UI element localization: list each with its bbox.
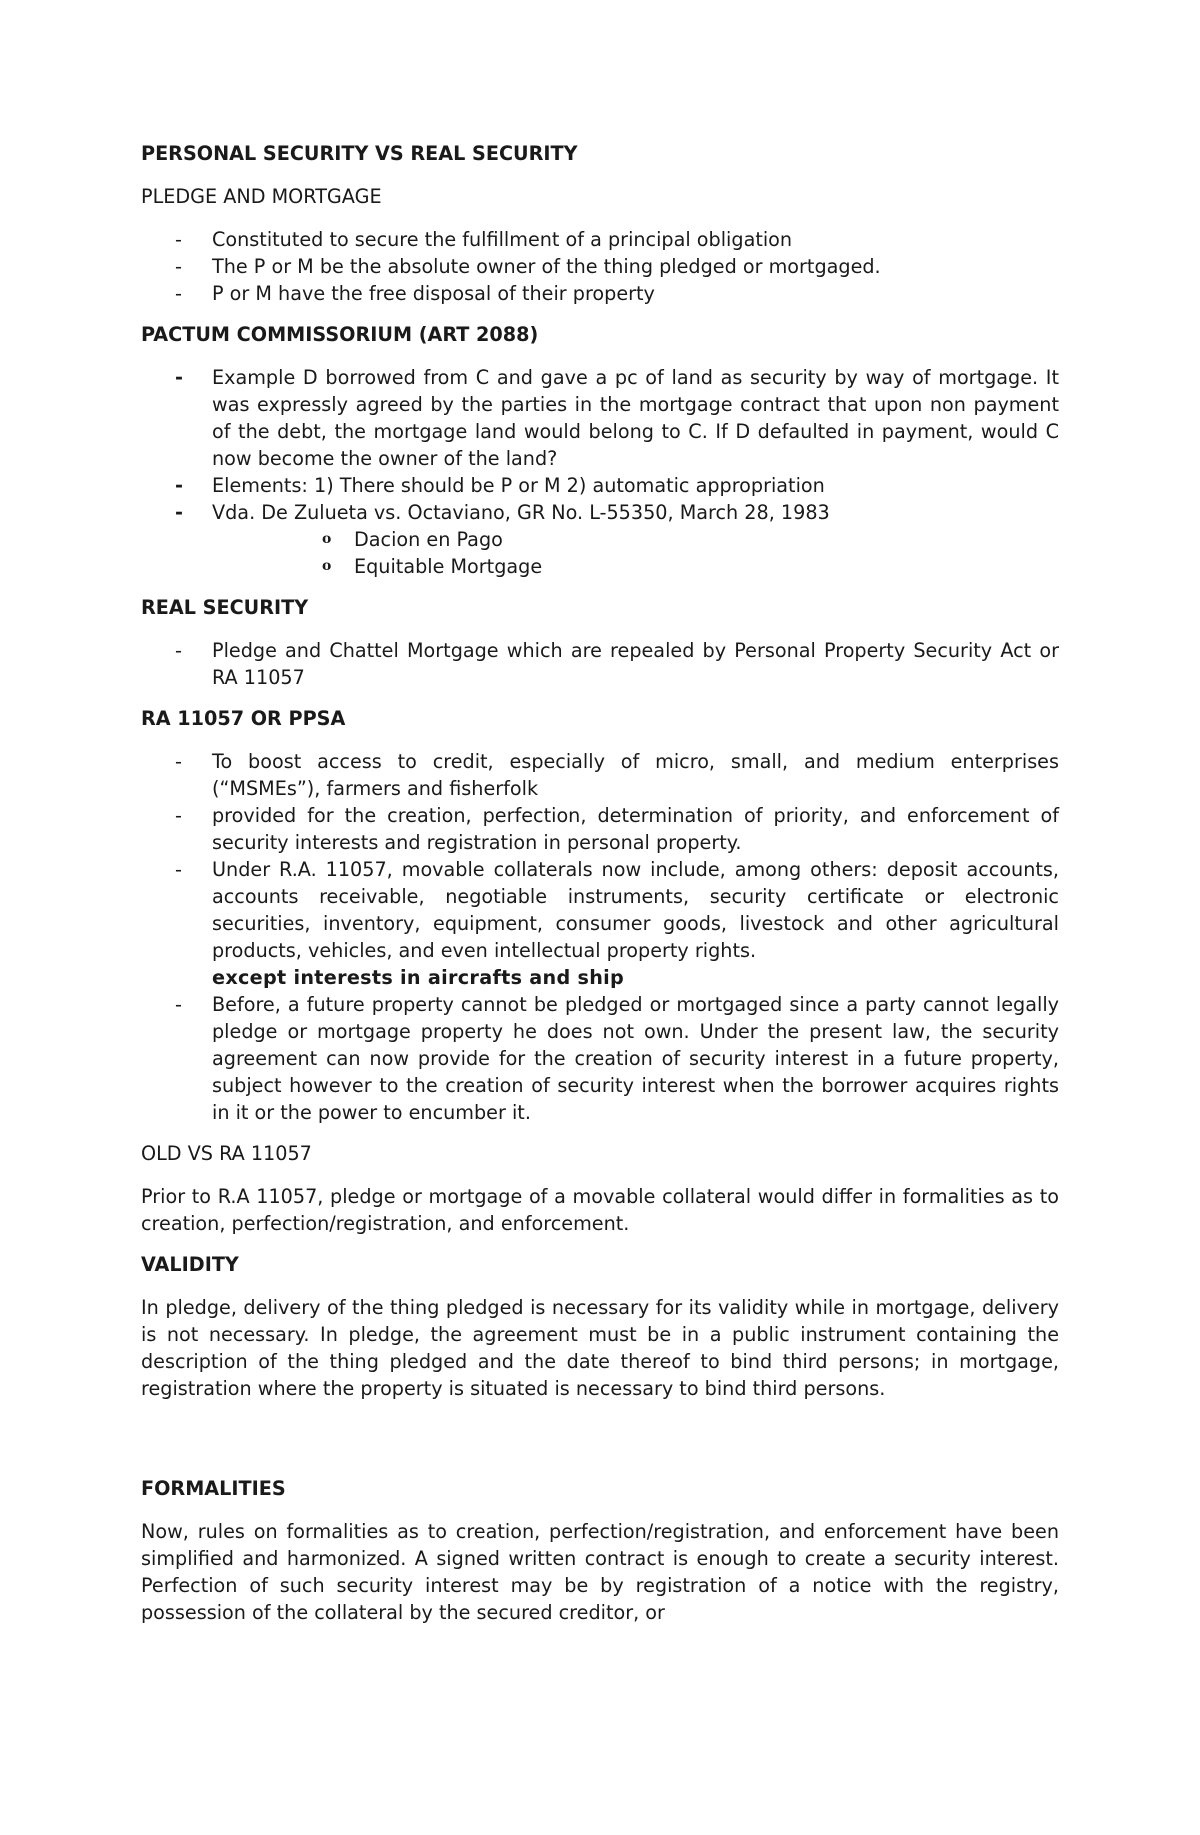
dash-bullet: -: [175, 228, 182, 251]
dash-bullet: -: [175, 501, 183, 524]
dash-bullet: -: [175, 255, 182, 278]
paragraph-formalities: Now, rules on formalities as to creation, perfection/registration, and enforcement have been simplified and harmonized. A signed written contract is enough to create a security interest. Perfection of such security interest may be by registration of a notice with the registry, possession of the collateral by the secured creditor, or: [141, 1520, 1059, 1624]
section-title-validity: VALIDITY: [141, 1253, 239, 1276]
section-title-pactum-commissorium: PACTUM COMMISSORIUM (ART 2088): [141, 323, 539, 346]
list-item: - Constituted to secure the fulfillment of a principal obligation: [175, 228, 793, 251]
dash-bullet: -: [175, 366, 183, 389]
case-sublist: [212, 526, 1059, 580]
section-title-pledge-and-mortgage: PLEDGE AND MORTGAGE: [141, 185, 382, 208]
circle-bullet: o: [322, 558, 332, 574]
section-title-real-security: REAL SECURITY: [141, 596, 309, 619]
list-item: - Pledge and Chattel Mortgage which are repealed by Personal Property Security Act or RA 11057: [175, 639, 1059, 689]
list-item: - P or M have the free disposal of their property: [175, 282, 655, 305]
list-item: - Under R.A. 11057, movable collaterals now include, among others: deposit accounts, accounts receivable, negotiable instruments, security certificate or electronic securities, inventory, equipment, consumer goods, livestock and other agricultural products, vehicles, and even intellectual property rights. except interests in aircrafts and ship: [175, 858, 1059, 989]
list-item: - Elements: 1) There should be P or M 2) automatic appropriation: [175, 474, 825, 497]
dash-bullet: -: [175, 750, 182, 773]
list-item: - provided for the creation, perfection, determination of priority, and enforcement of security interests and registration in personal property.: [175, 804, 1059, 854]
list-item: - Example D borrowed from C and gave a pc of land as security by way of mortgage. It was expressly agreed by the parties in the mortgage contract that upon non payment of the debt, the mortgage land would belong to C. If D defaulted in payment, would C now become the owner of the land?: [175, 366, 1059, 470]
sublist-item: o Equitable Mortgage: [322, 555, 543, 578]
pledge-mortgage-list: [141, 226, 1059, 307]
list-item: - Vda. De Zulueta vs. Octaviano, GR No. L-55350, March 28, 1983 o Dacion en Pago o Equitable Mortgage: [141, 499, 1059, 580]
ra-11057-list: [141, 748, 1059, 1126]
section-title-formalities: FORMALITIES: [141, 1477, 286, 1500]
list-item: - To boost access to credit, especially of micro, small, and medium enterprises (“MSMEs”), farmers and fisherfolk: [175, 750, 1059, 800]
document-page: [141, 140, 1059, 1640]
pactum-commissorium-list: [141, 364, 1059, 580]
dash-bullet: -: [175, 858, 182, 881]
section-title-ra-11057: RA 11057 OR PPSA: [141, 707, 346, 730]
real-security-list: [141, 637, 1059, 691]
circle-bullet: o: [322, 531, 332, 547]
dash-bullet: -: [175, 993, 182, 1016]
dash-bullet: -: [175, 804, 182, 827]
section-title-old-vs-ra: OLD VS RA 11057: [141, 1142, 312, 1165]
dash-bullet: -: [175, 282, 182, 305]
paragraph-old-vs-ra: Prior to R.A 11057, pledge or mortgage of a movable collateral would differ in formalities as to creation, perfection/registration, and enforcement.: [141, 1185, 1059, 1235]
list-item: - The P or M be the absolute owner of the thing pledged or mortgaged.: [175, 255, 881, 278]
paragraph-validity: In pledge, delivery of the thing pledged is necessary for its validity while in mortgage, delivery is not necessary. In pledge, the agreement must be in a public instrument containing the description of the thing pledged and the date thereof to bind third persons; in mortgage, registration where the property is situated is necessary to bind third persons.: [141, 1296, 1059, 1400]
sublist-item: o Dacion en Pago: [322, 528, 503, 551]
dash-bullet: -: [175, 474, 183, 497]
dash-bullet: -: [175, 639, 182, 662]
section-title-personal-vs-real-security: PERSONAL SECURITY VS REAL SECURITY: [141, 142, 578, 165]
blank-gap: [141, 1416, 1059, 1461]
emphasis-exception: except interests in aircrafts and ship: [212, 966, 625, 989]
list-item: - Before, a future property cannot be pledged or mortgaged since a party cannot legally pledge or mortgage property he does not own. Under the present law, the security agreement can now provide for the creation of security interest in a future property, subject however to the creation of security interest when the borrower acquires rights in it or the power to encumber it.: [175, 993, 1059, 1124]
